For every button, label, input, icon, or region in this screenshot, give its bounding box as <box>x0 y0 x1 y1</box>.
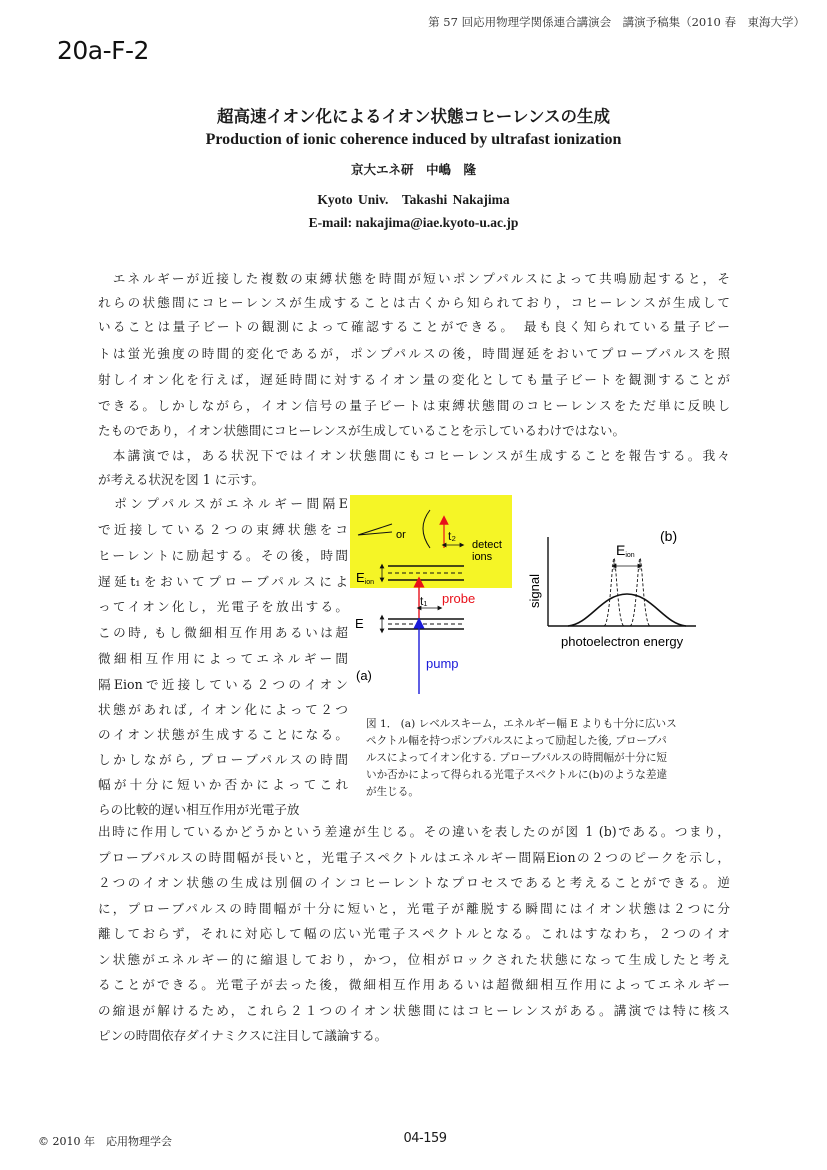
text-line: らの比較的遅い相互作用が光電子放 <box>98 802 300 817</box>
t2-label: t₂ <box>448 529 456 543</box>
or-label: or <box>396 529 406 541</box>
text-line: 射しイオン化を行えば，遅延時間に対するイオン量の変化としても量子ビートを観測することが <box>98 372 730 387</box>
caption-line: ルスによってイオン化する. プローブパルスの時間幅が十分に短 <box>366 752 668 764</box>
y-axis-label: signal <box>527 574 542 608</box>
text-line: 離しておらず，それに対応して幅の広い光電子スペクトルとなる。これはすなわち，２つのイオ <box>98 926 730 941</box>
text-line: ることができる。光電子が去った後，微細相互作用あるいは超微細相互作用によってエネルギー <box>98 977 730 992</box>
caption-line: いか否かによって得られる光電子スペクトルに(b)のような差違 <box>366 769 668 781</box>
caption-line: ペクトル幅を持つポンプパルスによって励起した後, プローブパ <box>366 735 667 747</box>
figure-b-label: (b) <box>660 528 678 544</box>
detect-label: detect <box>472 539 502 551</box>
text-line: 幅が十分に短いか否かによってこれ <box>98 777 348 792</box>
text-line: ヒーレントに励起する。その後，時間 <box>98 548 348 563</box>
text-line: できる。しかしながら，イオン信号の量子ビートは束縛状態間のコヒーレンスをただ単に反映し <box>98 398 730 413</box>
figure-a-label: (a) <box>356 668 372 683</box>
text-line: いることは量子ビートの観測によって確認することができる。 最も良く知られている量子ビー <box>98 319 730 334</box>
text-line: が考える状況を図 1 に示す。 <box>98 472 265 487</box>
text-line: れらの状態間にコヒーレンスが生成することは古くから知られており，コヒーレンスが生成して <box>98 295 730 310</box>
probe-label: probe <box>442 591 476 606</box>
x-axis-label: photoelectron energy <box>561 634 684 649</box>
text-line: ン状態がエネルギー的に縮退しており，かつ，位相がロックされた状態になって生成したと考え <box>98 952 730 967</box>
conference-header: 第 57 回応用物理学関係連合講演会 講演予稿集（2010 春 東海大学） <box>428 15 805 29</box>
author-english: Kyoto Univ. Takashi Nakajima <box>317 192 510 207</box>
eion-label-b: Eion <box>616 542 635 559</box>
text-line: この時, もし微細相互作用あるいは超 <box>98 625 348 640</box>
text-line: の縮退が解けるため，これら２１つのイオン状態間にはコヒーレンスがある。講演では特に核ス <box>98 1003 730 1018</box>
figure-a-level-scheme <box>350 495 512 694</box>
text-line: ピンの時間依存ダイナミクスに注目して議論する。 <box>98 1028 388 1043</box>
text-line: 状態があれば, イオン化によって２つ <box>98 702 348 717</box>
text-line: トは蛍光強度の時間的変化であるが，ポンプパルスの後，時間遅延をおいてプローブパルスを照 <box>98 346 730 361</box>
text-line: ポンプパルスがエネルギー間隔E <box>98 496 348 511</box>
copyright: © 2010 年 応用物理学会 <box>38 1135 172 1148</box>
caption-line: 図 1． (a) レベルスキーム，エネルギー幅 E よりも十分に広いス <box>366 718 677 730</box>
text-line: ってイオン化し，光電子を放出する。 <box>98 599 348 614</box>
broad-spectrum-curve <box>568 594 686 626</box>
text-line: 出時に作用しているかどうかという差違が生じる。その違いを表したのが図 1 (b)である。つまり， <box>98 824 730 839</box>
paper-id: 20a-F-2 <box>57 36 149 65</box>
eion-label-a: Eion <box>356 570 375 586</box>
text-line: しかしながら, プローブパルスの時間 <box>98 752 348 767</box>
text-line: ２つのイオン状態の生成は別個のインコヒーレントなプロセスであると考えることができる。逆 <box>98 875 730 890</box>
text-line: で近接している２つの束縛状態をコ <box>98 522 348 537</box>
author-japanese: 京大エネ研 中嶋 隆 <box>350 162 476 177</box>
figure-b-spectrum <box>527 528 696 649</box>
title-japanese: 超高速イオン化によるイオン状態コヒーレンスの生成 <box>216 107 611 126</box>
page-number: 04-159 <box>403 1131 447 1146</box>
text-line: のイオン状態が生成することになる。 <box>98 727 348 742</box>
text-line: 微細相互作用によってエネルギー間 <box>98 651 348 666</box>
ions-label: ions <box>472 551 493 563</box>
e-label: E <box>355 616 364 631</box>
text-line: 遅延t₁をおいてプローブパルスによ <box>98 574 348 589</box>
pump-label: pump <box>426 656 459 671</box>
text-line: 隔Eionで近接している２つのイオン <box>98 677 348 692</box>
text-line: 本講演では，ある状況下ではイオン状態間にもコヒーレンスが生成することを報告する。我々 <box>98 448 730 463</box>
text-line: たものであり，イオン状態間にコヒーレンスが生成していることを示しているわけではない。 <box>98 423 626 438</box>
text-line: に，プローブパルスの時間幅が十分に短いと，光電子が離脱する瞬間にはイオン状態は２つに分 <box>98 901 730 916</box>
figure-1 <box>340 490 730 705</box>
t1-label: t₁ <box>420 594 428 608</box>
author-email: E-mail: nakajima@iae.kyoto-u.ac.jp <box>308 215 519 230</box>
text-line: プローブパルスの時間幅が長いと，光電子スペクトルはエネルギー間隔Eionの２つのピークを示し， <box>98 850 730 865</box>
text-line: エネルギーが近接した複数の束縛状態を時間が短いポンプパルスによって共鳴励起すると，そ <box>98 271 730 286</box>
caption-line: が生じる。 <box>366 786 419 798</box>
title-english: Production of ionic coherence induced by ultrafast ionization <box>205 131 622 148</box>
